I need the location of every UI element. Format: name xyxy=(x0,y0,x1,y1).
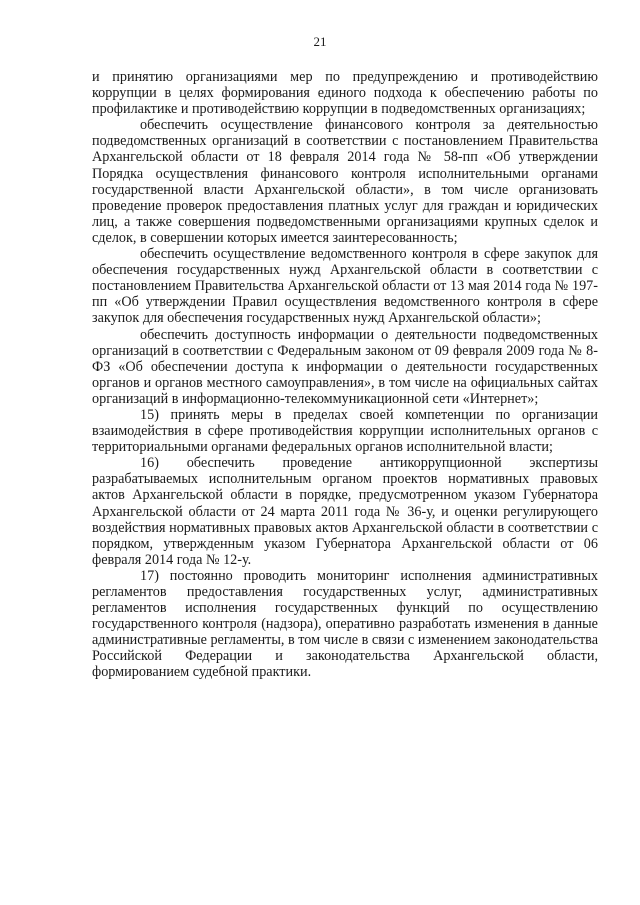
page-number: 21 xyxy=(313,34,327,49)
paragraph-information-access: обеспечить доступность информации о деятельности подведомственных организаций в соответствии с Федеральным законом от 09 февраля 2009 года № 8-ФЗ «Об обеспечении доступа к информации о деятельности государственных органов и органов местного самоуправления», в том числе на официальных сайтах организаций в информационно-телекоммуникационной сети «Интернет»; xyxy=(92,326,598,407)
paragraph-item-17: 17) постоянно проводить мониторинг исполнения административных регламентов предоставления государственных услуг, административных регламентов исполнения государственных функций по осуществлению государственного контроля (надзора), оперативно разработать изменения в данные административные регламенты, в том числе в связи с изменением законодательства Российской Федерации и законодательства Архангельской области, формированием судебной практики. xyxy=(92,567,598,681)
paragraph-continuation: и принятию организациями мер по предупреждению и противодействию коррупции в целях формирования единого подхода к обеспечению работы по профилактике и противодействию коррупции в подведомственных организациях; xyxy=(92,69,598,118)
paragraph-item-16: 16) обеспечить проведение антикоррупционной экспертизы разрабатываемых исполнительным органом проектов нормативных правовых актов Архангельской области в порядке, предусмотренном указом Губернатора Архангельской области от 24 марта 2011 года № 36-у, и оценки регулирующего воздействия нормативных правовых актов Архангельской области в соответствии с порядком, утвержденным указом Губернатора Архангельской области от 06 февраля 2014 года № 12-у. xyxy=(92,455,598,568)
paragraph-procurement-control: обеспечить осуществление ведомственного контроля в сфере закупок для обеспечения государственных нужд Архангельской области в соответствии с постановлением Правительства Архангельской области от 13 мая 2014 года № 197-пп «Об утверждении Правил осуществления ведомственного контроля в сфере закупок для обеспечения государственных нужд Архангельской области»; xyxy=(92,246,598,327)
paragraph-item-15: 15) принять меры в пределах своей компетенции по организации взаимодействия в сфере противодействия коррупции исполнительных органов с территориальными органами федеральных органов исполнительной власти; xyxy=(92,406,598,456)
document-body xyxy=(92,69,598,681)
paragraph-financial-control: обеспечить осуществление финансового контроля за деятельностью подведомственных организаций в соответствии с постановлением Правительства Архангельской области от 18 февраля 2014 года № 58-пп «Об утверждении Порядка осуществления финансового контроля исполнительными органами государственной власти Архангельской области», в том числе организовать проведение проверок предоставления платных услуг для граждан и юридических лиц, а также совершения подведомственными организациями крупных сделок и сделок, в совершении которых имеется заинтересованность; xyxy=(92,117,598,246)
